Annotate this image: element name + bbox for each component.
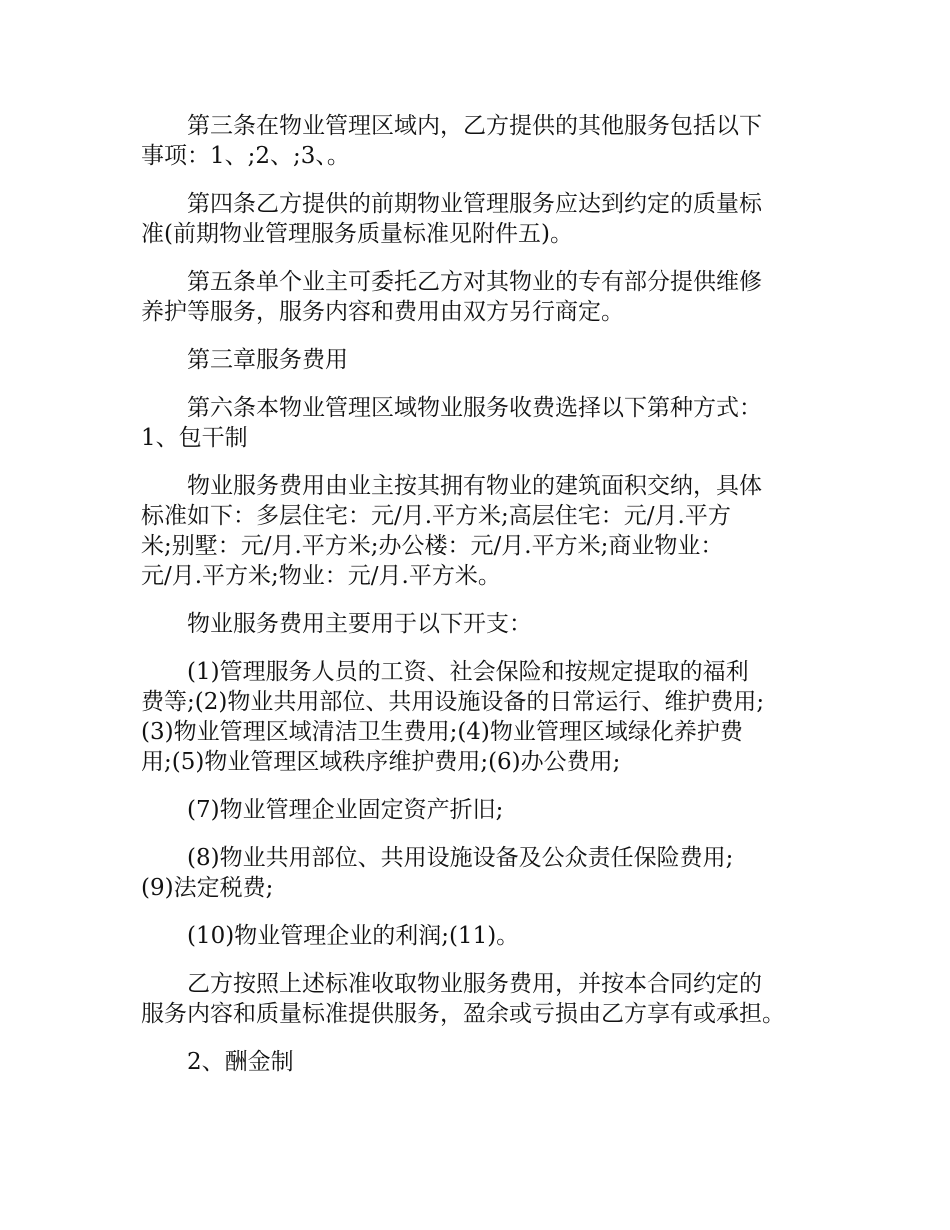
paragraph-expense-list-1-6 bbox=[141, 657, 831, 777]
chapter-heading bbox=[141, 345, 831, 375]
text-line: 乙方按照上述标准收取物业服务费用，并按本合同约定的 bbox=[187, 971, 762, 997]
paragraph-expense-7 bbox=[141, 795, 831, 825]
paragraph-fee-standard bbox=[141, 471, 831, 591]
text-line: 2、酬金制 bbox=[187, 1049, 294, 1075]
text-line: 第六条本物业管理区域物业服务收费选择以下第种方式： bbox=[187, 395, 762, 421]
paragraph-expense-8-9 bbox=[141, 843, 831, 903]
paragraph-commission-system bbox=[141, 1047, 831, 1077]
paragraph-fee-usage-intro bbox=[141, 609, 831, 639]
text-line: 米;别墅：元/月.平方米;办公楼：元/月.平方米;商业物业： bbox=[141, 533, 724, 559]
paragraph-article-6 bbox=[141, 393, 831, 453]
text-line: 第三章服务费用 bbox=[187, 347, 348, 373]
paragraph-profit-loss bbox=[141, 969, 831, 1029]
document-page bbox=[141, 111, 831, 1095]
text-line: (10)物业管理企业的利润;(11)。 bbox=[187, 923, 520, 949]
text-line: 标准如下：多层住宅：元/月.平方米;高层住宅：元/月.平方 bbox=[141, 503, 731, 529]
text-line: 用;(5)物业管理区域秩序维护费用;(6)办公费用; bbox=[141, 749, 621, 775]
text-line: (9)法定税费; bbox=[141, 875, 274, 901]
text-line: 第三条在物业管理区域内，乙方提供的其他服务包括以下 bbox=[187, 113, 762, 139]
text-line: 费等;(2)物业共用部位、共用设施设备的日常运行、维护费用; bbox=[141, 689, 765, 715]
text-line: 养护等服务，服务内容和费用由双方另行商定。 bbox=[141, 299, 624, 325]
paragraph-article-5 bbox=[141, 267, 831, 327]
text-line: (1)管理服务人员的工资、社会保险和按规定提取的福利 bbox=[187, 659, 749, 685]
text-line: (8)物业共用部位、共用设施设备及公众责任保险费用; bbox=[187, 845, 734, 871]
text-line: 事项：1、;2、;3、。 bbox=[141, 143, 350, 169]
text-line: 准(前期物业管理服务质量标准见附件五)。 bbox=[141, 221, 573, 247]
text-line: 物业服务费用由业主按其拥有物业的建筑面积交纳，具体 bbox=[187, 473, 762, 499]
text-line: 第五条单个业主可委托乙方对其物业的专有部分提供维修 bbox=[187, 269, 762, 295]
paragraph-article-3 bbox=[141, 111, 831, 171]
text-line: (7)物业管理企业固定资产折旧; bbox=[187, 797, 504, 823]
paragraph-article-4 bbox=[141, 189, 831, 249]
text-line: 1、包干制 bbox=[141, 425, 248, 451]
text-line: 元/月.平方米;物业：元/月.平方米。 bbox=[141, 563, 501, 589]
text-line: 物业服务费用主要用于以下开支： bbox=[187, 611, 532, 637]
text-line: 服务内容和质量标准提供服务，盈余或亏损由乙方享有或承担。 bbox=[141, 1001, 785, 1027]
text-line: 第四条乙方提供的前期物业管理服务应达到约定的质量标 bbox=[187, 191, 762, 217]
text-line: (3)物业管理区域清洁卫生费用;(4)物业管理区域绿化养护费 bbox=[141, 719, 743, 745]
paragraph-expense-10-11 bbox=[141, 921, 831, 951]
